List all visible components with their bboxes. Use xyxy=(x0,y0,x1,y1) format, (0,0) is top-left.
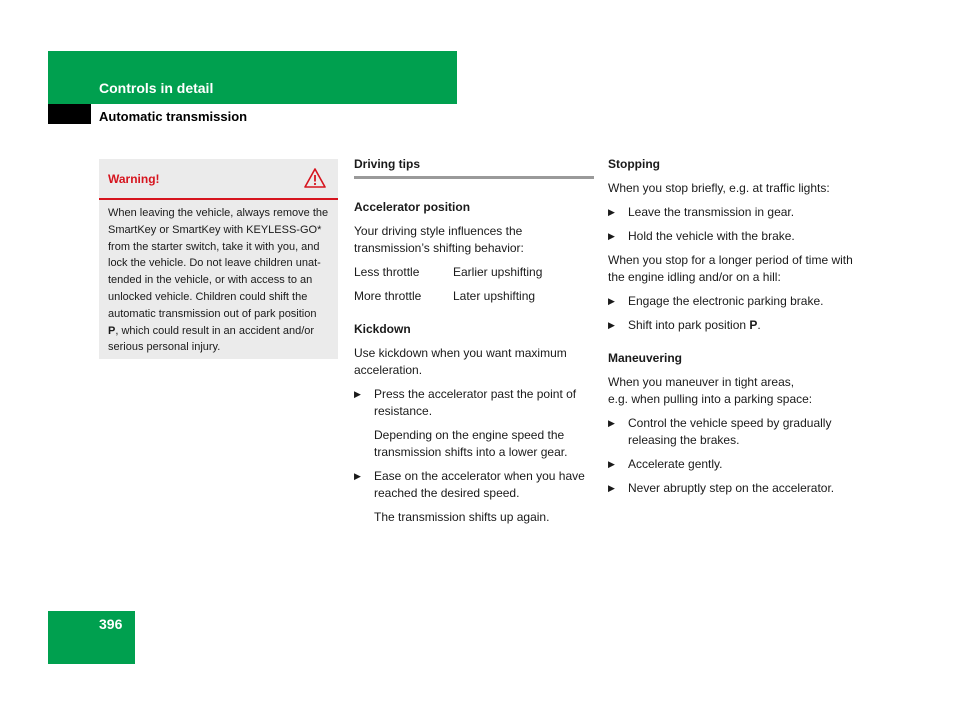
list-item xyxy=(608,317,858,334)
section-tab-marker xyxy=(48,104,91,124)
list-item-text: Press the accelerator past the point of resistance. xyxy=(374,387,577,418)
warning-header xyxy=(99,159,338,200)
bullet-arrow-icon: ▶ xyxy=(608,418,615,428)
list-item xyxy=(354,386,594,420)
section-title: Controls in detail xyxy=(99,80,214,96)
list-item-text-part: . xyxy=(757,318,761,332)
driving-tips-heading: Driving tips xyxy=(354,157,421,171)
throttle-cell: Less throttle xyxy=(354,265,420,279)
list-item-text: Leave the transmission in gear. xyxy=(628,205,795,219)
kickdown-heading: Kickdown xyxy=(354,322,411,336)
accelerator-intro: Your driving style influences the transmission’s shifting behavior: xyxy=(354,224,524,255)
page-number: 396 xyxy=(99,616,123,632)
stopping-heading: Stopping xyxy=(608,157,660,171)
list-item-text: Ease on the accelerator when you have reached the desired speed. xyxy=(374,469,585,500)
accelerator-position-heading: Accelerator position xyxy=(354,200,471,214)
bullet-arrow-icon: ▶ xyxy=(608,459,615,469)
effect-cell: Later upshifting xyxy=(453,289,536,303)
list-item xyxy=(608,480,858,497)
list-item-text-part: Shift into park position xyxy=(628,318,750,332)
throttle-row xyxy=(354,288,594,305)
warning-box xyxy=(99,159,338,359)
bullet-arrow-icon: ▶ xyxy=(608,207,615,217)
list-item xyxy=(608,293,858,310)
maneuvering-heading: Maneuvering xyxy=(608,351,683,365)
driving-tips-column xyxy=(354,156,594,526)
bullet-arrow-icon: ▶ xyxy=(608,483,615,493)
list-item-text: Hold the vehicle with the brake. xyxy=(628,229,795,243)
list-item-text: Never abruptly step on the accelerator. xyxy=(628,481,835,495)
park-position-label: P xyxy=(749,318,758,332)
list-item-text: Engage the electronic parking brake. xyxy=(628,294,824,308)
list-item-text: Control the vehicle speed by gradually releasing the brakes. xyxy=(628,416,832,447)
warning-text-part: , which could result in an accident and/or serious personal injury. xyxy=(108,324,315,354)
stopping-intro: When you stop briefly, e.g. at traffic lights: xyxy=(608,181,830,195)
bullet-arrow-icon: ▶ xyxy=(354,389,361,399)
list-item xyxy=(608,204,858,221)
list-item-text: Accelerate gently. xyxy=(628,457,723,471)
heading-rule xyxy=(354,176,594,179)
subsection-title: Automatic transmission xyxy=(99,109,248,124)
bullet-arrow-icon: ▶ xyxy=(608,296,615,306)
effect-cell: Earlier upshifting xyxy=(453,265,543,279)
maneuvering-intro-line: e.g. when pulling into a parking space: xyxy=(608,392,813,406)
kickdown-note: Depending on the engine speed the transmission shifts into a lower gear. xyxy=(374,428,568,459)
kickdown-note: The transmission shifts up again. xyxy=(374,510,550,524)
park-position-label: P xyxy=(108,324,116,337)
header-band xyxy=(48,51,457,104)
bullet-arrow-icon: ▶ xyxy=(354,471,361,481)
bullet-arrow-icon: ▶ xyxy=(608,320,615,330)
stopping-column xyxy=(608,156,858,497)
maneuvering-intro-line: When you maneuver in tight areas, xyxy=(608,375,795,389)
warning-text-part: When leaving the vehicle, always remove the SmartKey or SmartKey with KEYLESS-GO* from the starter switch, take it with you, and lock the vehicle. Do not leave children unat-tended in the vehicle, or with access to an unlocked vehicle. Children could shift the automatic transmission out of park position xyxy=(108,207,329,320)
list-item xyxy=(354,468,594,502)
stopping-intro-long: When you stop for a longer period of time with the engine idling and/or on a hill: xyxy=(608,253,853,284)
list-item xyxy=(608,456,858,473)
warning-text xyxy=(99,200,338,356)
kickdown-intro: Use kickdown when you want maximum acceleration. xyxy=(354,346,567,377)
throttle-cell: More throttle xyxy=(354,289,422,303)
throttle-row xyxy=(354,264,594,281)
list-item xyxy=(608,415,858,449)
list-item xyxy=(608,228,858,245)
list-item-text xyxy=(628,318,761,332)
bullet-arrow-icon: ▶ xyxy=(608,231,615,241)
warning-label: Warning! xyxy=(108,172,160,186)
warning-triangle-icon xyxy=(304,167,326,189)
maneuvering-intro xyxy=(608,374,858,408)
